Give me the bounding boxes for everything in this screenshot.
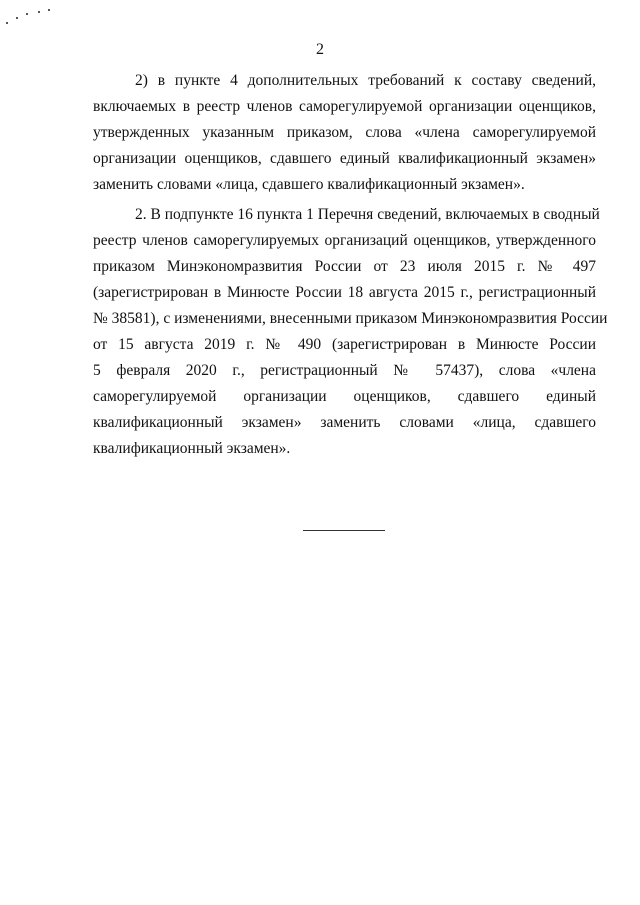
scan-speck <box>16 17 18 19</box>
text-line: реестр членов саморегулируемых организаций оценщиков, утвержденного <box>93 232 596 249</box>
text-line: от 15 августа 2019 г. № 490 (зарегистрирован в Минюсте России <box>93 336 596 353</box>
paragraph-item-2 <box>93 68 596 198</box>
text-line: саморегулируемой организации оценщиков, сдавшего единый <box>93 388 596 405</box>
text-line: организации оценщиков, сдавшего единый квалификационный экзамен» <box>93 150 596 167</box>
scan-speck <box>26 13 28 15</box>
text-line: приказом Минэкономразвития России от 23 июля 2015 г. № 497 <box>93 258 596 275</box>
scan-speck <box>48 9 50 11</box>
text-line: заменить словами «лица, сдавшего квалификационный экзамен». <box>93 176 525 193</box>
scan-speck <box>6 22 8 24</box>
text-line: (зарегистрирован в Минюсте России 18 августа 2015 г., регистрационный <box>93 284 596 301</box>
text-line: 2) в пункте 4 дополнительных требований к составу сведений, <box>135 72 596 89</box>
text-line: утвержденных указанным приказом, слова «члена саморегулируемой <box>93 124 596 141</box>
paragraph-point-2 <box>93 202 608 462</box>
page-number: 2 <box>316 41 324 58</box>
text-line: 2. В подпункте 16 пункта 1 Перечня сведений, включаемых в сводный <box>135 206 600 223</box>
end-of-document-rule <box>303 530 385 531</box>
scan-speck <box>38 11 40 13</box>
text-line: квалификационный экзамен». <box>93 440 291 457</box>
text-line: включаемых в реестр членов саморегулируемой организации оценщиков, <box>93 98 596 115</box>
text-line: 5 февраля 2020 г., регистрационный № 57437), слова «члена <box>93 362 596 379</box>
text-line: квалификационный экзамен» заменить словами «лица, сдавшего <box>93 414 596 431</box>
document-body <box>93 68 608 462</box>
text-line: № 38581), с изменениями, внесенными приказом Минэкономразвития России <box>93 310 608 327</box>
